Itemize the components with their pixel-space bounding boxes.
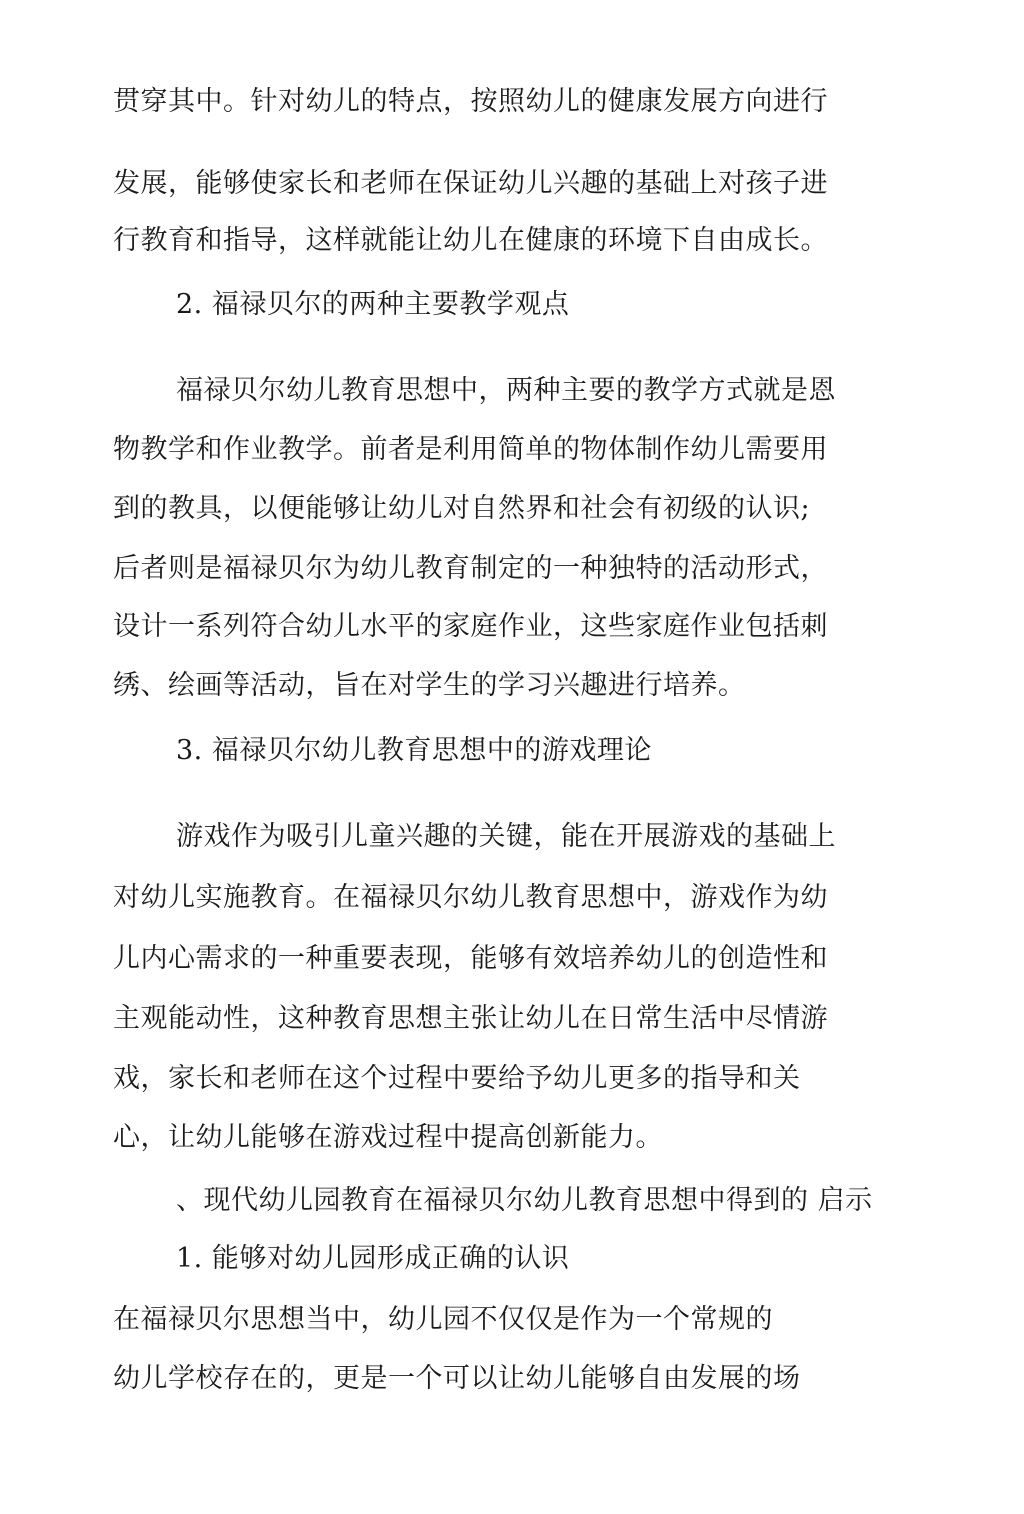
text-line: 发展，能够使家长和老师在保证幼儿兴趣的基础上对孩子进 bbox=[113, 168, 828, 199]
text-line: 行教育和指导，这样就能让幼儿在健康的环境下自由成长。 bbox=[113, 225, 828, 256]
section-heading: 3. 福禄贝尔幼儿教育思想中的游戏理论 bbox=[176, 735, 652, 766]
text-line: 到的教具，以便能够让幼儿对自然界和社会有初级的认识; bbox=[113, 493, 811, 524]
section-heading: 1. 能够对幼儿园形成正确的认识 bbox=[176, 1243, 570, 1274]
text-line: 绣、绘画等活动，旨在对学生的学习兴趣进行培养。 bbox=[113, 670, 746, 701]
text-line: 设计一系列符合幼儿水平的家庭作业，这些家庭作业包括刺 bbox=[113, 611, 828, 642]
section-heading: 2. 福禄贝尔的两种主要教学观点 bbox=[176, 289, 570, 320]
text-line: 贯穿其中。针对幼儿的特点，按照幼儿的健康发展方向进行 bbox=[113, 86, 828, 117]
text-line: 在福禄贝尔思想当中，幼儿园不仅仅是作为一个常规的 bbox=[113, 1304, 773, 1335]
text-line: 心，让幼儿能够在游戏过程中提高创新能力。 bbox=[113, 1122, 663, 1153]
text-line: 幼儿学校存在的，更是一个可以让幼儿能够自由发展的场 bbox=[113, 1363, 801, 1394]
section-heading: 、现代幼儿园教育在福禄贝尔幼儿教育思想中得到的 启示 bbox=[176, 1185, 873, 1216]
text-line: 对幼儿实施教育。在福禄贝尔幼儿教育思想中，游戏作为幼 bbox=[113, 882, 828, 913]
text-line: 戏，家长和老师在这个过程中要给予幼儿更多的指导和关 bbox=[113, 1063, 801, 1094]
text-line: 物教学和作业教学。前者是利用简单的物体制作幼儿需要用 bbox=[113, 434, 828, 465]
text-line: 游戏作为吸引儿童兴趣的关键，能在开展游戏的基础上 bbox=[176, 821, 836, 852]
text-line: 福禄贝尔幼儿教育思想中，两种主要的教学方式就是恩 bbox=[176, 375, 836, 406]
text-line: 后者则是福禄贝尔为幼儿教育制定的一种独特的活动形式， bbox=[113, 553, 828, 584]
text-line: 儿内心需求的一种重要表现，能够有效培养幼儿的创造性和 bbox=[113, 943, 828, 974]
text-line: 主观能动性，这种教育思想主张让幼儿在日常生活中尽情游 bbox=[113, 1003, 828, 1034]
